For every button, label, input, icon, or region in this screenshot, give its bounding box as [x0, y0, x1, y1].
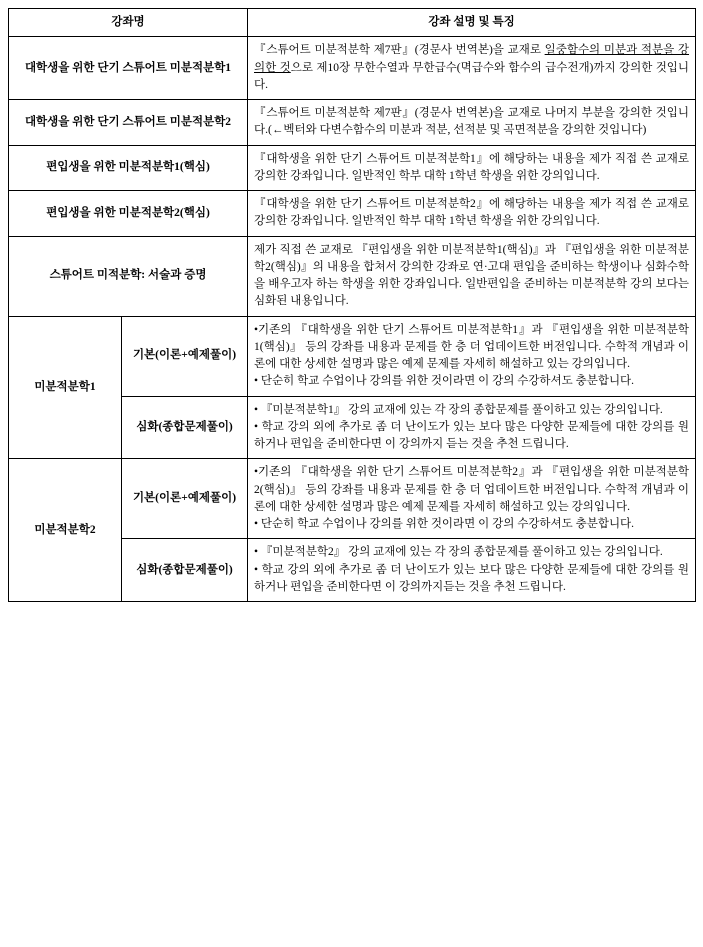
- desc-line: • 단순히 학교 수업이나 강의를 위한 것이라면 이 강의 수강하셔도 충분합니다.: [254, 375, 635, 388]
- table-row: [9, 316, 696, 396]
- course-description: 『대학생을 위한 단기 스튜어트 미분적분학2』에 해당하는 내용을 제가 직접 쓴 교재로 강의한 강좌입니다. 일반적인 학부 대학 1학년 학생을 위한 강의입니다.: [248, 191, 696, 237]
- desc-line: • 학교 강의 외에 추가로 좀 더 난이도가 있는 보다 많은 다양한 문제들에 대한 강의를 원하거나 편입을 준비한다면 이 강의까지 듣는 것을 추천 드립니다.: [254, 420, 690, 450]
- course-subtype-label: 심화(종합문제풀이): [122, 539, 248, 602]
- course-group-name: 미분적분학2: [9, 459, 122, 602]
- course-name: 스튜어트 미적분학: 서술과 증명: [9, 236, 248, 316]
- desc-line: • 『미분적분학2』 강의 교재에 있는 각 장의 종합문제를 풀이하고 있는 강의입니다.: [254, 546, 663, 559]
- course-description: [248, 396, 696, 459]
- column-header-description: 강좌 설명 및 특징: [248, 9, 696, 37]
- column-header-course-name: 강좌명: [9, 9, 248, 37]
- course-description: [248, 459, 696, 539]
- course-name: 편입생을 위한 미분적분학2(핵심): [9, 191, 248, 237]
- table-row: [9, 37, 696, 100]
- table-row: [9, 145, 696, 191]
- course-name: 편입생을 위한 미분적분학1(핵심): [9, 145, 248, 191]
- course-subtype-label: 기본(이론+예제풀이): [122, 316, 248, 396]
- desc-segment-underline: 일중함수의 미분과 적분을 강의한 것: [254, 44, 690, 74]
- table-row: [9, 459, 696, 539]
- desc-segment-plain-1: 『스튜어트 미분적분학 제7판』(경문사 번역본)을 교재로: [254, 44, 545, 57]
- course-name: 대학생을 위한 단기 스튜어트 미분적분학2: [9, 100, 248, 146]
- course-subtype-label: 기본(이론+예제풀이): [122, 459, 248, 539]
- desc-line: • 『미분적분학1』 강의 교재에 있는 각 장의 종합문제를 풀이하고 있는 강의입니다.: [254, 403, 663, 416]
- course-description: 『대학생을 위한 단기 스튜어트 미분적분학1』에 해당하는 내용을 제가 직접 쓴 교재로 강의한 강좌입니다. 일반적인 학부 대학 1학년 학생을 위한 강의입니다.: [248, 145, 696, 191]
- course-description: 『스튜어트 미분적분학 제7판』(경문사 번역본)을 교재로 나머지 부분을 강의한 것입니다.(←벡터와 다변수함수의 미분과 적분, 선적분 및 곡면적분을 강의한 것입니다): [248, 100, 696, 146]
- course-description: [248, 37, 696, 100]
- table-row: [9, 191, 696, 237]
- course-subtype-label: 심화(종합문제풀이): [122, 396, 248, 459]
- course-description: [248, 316, 696, 396]
- desc-segment-plain-2: 으로 제10장 무한수열과 무한급수(멱급수와 함수의 급수전개)까지 강의한 것입니다.: [254, 61, 690, 91]
- desc-line: • 단순히 학교 수업이나 강의를 위한 것이라면 이 강의 수강하셔도 충분합니다.: [254, 518, 635, 530]
- desc-line: • 학교 강의 외에 추가로 좀 더 난이도가 있는 보다 많은 다양한 문제들에 대한 강의를 원하거나 편입을 준비한다면 이 강의까지듣는 것을 추천 드립니다.: [254, 563, 690, 593]
- table-header-row: [9, 9, 696, 37]
- course-name: 대학생을 위한 단기 스튜어트 미분적분학1: [9, 37, 248, 100]
- table-row: [9, 100, 696, 146]
- table-row: [9, 236, 696, 316]
- course-group-name: 미분적분학1: [9, 316, 122, 459]
- course-table: [8, 8, 696, 602]
- course-description: 제가 직접 쓴 교재로 『편입생을 위한 미분적분학1(핵심)』과 『편입생을 위한 미분적분학2(핵심)』의 내용을 합쳐서 강의한 강좌로 연·고대 편입을 준비하는 학생이나 심화수학을 배우고자 하는 학생을 위한 강좌입니다. 일반편입을 준비하는 미분적분학 강의 보다는 심화된 내용입니다.: [248, 236, 696, 316]
- desc-line: •기존의 『대학생을 위한 단기 스튜어트 미분적분학2』과 『편입생을 위한 미분적분학2(핵심)』 등의 강좌를 내용과 문제를 한 층 더 업데이트한 버전입니다. 수학적 개념과 이론에 대한 상세한 설명과 많은 예제 문제를 자세히 해설하고 있는 강의입니다.: [254, 466, 690, 513]
- course-description: [248, 539, 696, 602]
- desc-line: •기존의 『대학생을 위한 단기 스튜어트 미분적분학1』과 『편입생을 위한 미분적분학1(핵심)』 등의 강좌를 내용과 문제를 한 층 더 업데이트한 버전입니다. 수학적 개념과 이론에 대한 상세한 설명과 많은 예제 문제를 자세히 해설하고 있는 강의입니다.: [254, 323, 690, 370]
